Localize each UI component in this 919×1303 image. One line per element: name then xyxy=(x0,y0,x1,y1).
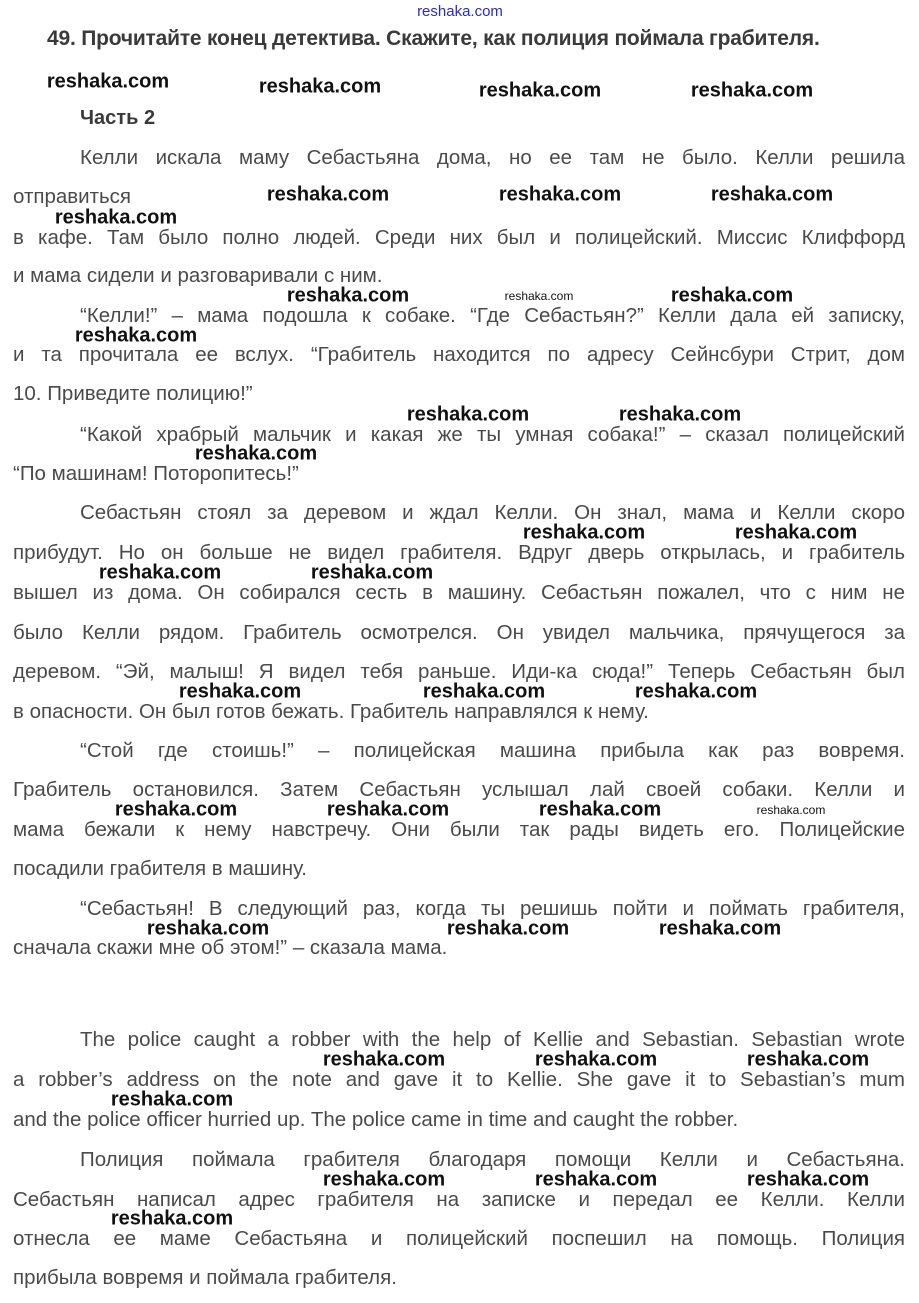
watermark: reshaka.com xyxy=(498,183,622,206)
story-line: посадили грабителя в машину. xyxy=(13,857,307,880)
watermark: reshaka.com xyxy=(522,521,646,544)
answer-ru-line: прибыла вовремя и поймала грабителя. xyxy=(13,1266,397,1289)
watermark: reshaka.com xyxy=(746,1168,870,1190)
watermark: reshaka.com xyxy=(266,183,390,206)
story-line: отправиться xyxy=(13,185,132,208)
story-line: “Стой где стоишь!” – полицейская машина прибыла как раз вовремя. xyxy=(80,739,905,762)
watermark: reshaka.com xyxy=(422,680,546,703)
story-line: и та прочитала ее вслух. “Грабитель находится по адресу Сейнсбури Стрит, дом xyxy=(13,343,905,366)
story-line: в опасности. Он был готов бежать. Грабитель направлялся к нему. xyxy=(13,700,649,723)
answer-ru-line: Себастьян написал адрес грабителя на записке и передал ее Келли. Келли xyxy=(13,1188,905,1211)
watermark: reshaka.com xyxy=(618,403,742,425)
watermark: reshaka.com xyxy=(670,284,794,307)
story-line: было Келли рядом. Грабитель осмотрелся. Он увидел мальчика, прячущегося за xyxy=(13,621,905,644)
watermark: reshaka.com xyxy=(74,324,198,346)
watermark: reshaka.com xyxy=(326,798,450,821)
watermark: reshaka.com xyxy=(46,70,170,93)
watermark: reshaka.com xyxy=(54,206,178,228)
watermark: reshaka.com xyxy=(690,79,814,102)
story-line: вышел из дома. Он собирался сесть в машину. Себастьян пожалел, что с ним не xyxy=(13,581,905,604)
answer-ru-line: Полиция поймала грабителя благодаря помощи Келли и Себастьяна. xyxy=(80,1148,905,1171)
watermark: reshaka.com xyxy=(756,803,826,817)
story-line: прибудут. Но он больше не видел грабителя. Вдруг дверь открылась, и грабитель xyxy=(13,541,905,564)
watermark: reshaka.com xyxy=(98,561,222,584)
watermark: reshaka.com xyxy=(286,284,410,307)
answer-en-line: and the police officer hurried up. The police came in time and caught the robber. xyxy=(13,1108,739,1131)
watermark: reshaka.com xyxy=(322,1048,446,1070)
story-line: и мама сидели и разговаривали с ним. xyxy=(13,264,383,287)
watermark: reshaka.com xyxy=(194,442,318,465)
watermark: reshaka.com xyxy=(406,403,530,425)
watermark: reshaka.com xyxy=(446,917,570,939)
answer-ru-line: отнесла ее маме Себастьяна и полицейский поспешил на помощь. Полиция xyxy=(13,1227,905,1250)
story-line: в кафе. Там было полно людей. Среди них был и полицейский. Миссис Клиффорд xyxy=(13,226,905,249)
story-line: сначала скажи мне об этом!” – сказала мама. xyxy=(13,936,448,959)
watermark: reshaka.com xyxy=(146,917,270,939)
watermark: reshaka.com xyxy=(417,3,503,20)
watermark: reshaka.com xyxy=(322,1168,446,1190)
story-line: деревом. “Эй, малыш! Я видел тебя раньше. Иди-ка сюда!” Теперь Себастьян был xyxy=(13,660,905,683)
watermark: reshaka.com xyxy=(710,183,834,206)
watermark: reshaka.com xyxy=(504,289,574,303)
watermark: reshaka.com xyxy=(178,680,302,703)
watermark: reshaka.com xyxy=(534,1048,658,1070)
watermark: reshaka.com xyxy=(110,1207,234,1230)
story-line: Себастьян стоял за деревом и ждал Келли. Он знал, мама и Келли скоро xyxy=(80,501,905,524)
watermark: reshaka.com xyxy=(310,561,434,584)
watermark: reshaka.com xyxy=(114,798,238,821)
story-line: “По машинам! Поторопитесь!” xyxy=(13,462,299,485)
story-line: Грабитель остановился. Затем Себастьян услышал лай своей собаки. Келли и xyxy=(13,778,905,801)
story-line: “Келли!” – мама подошла к собаке. “Где Себастьян?” Келли дала ей записку, xyxy=(80,304,905,327)
watermark: reshaka.com xyxy=(658,917,782,939)
story-line: “Какой храбрый мальчик и какая же ты умная собака!” – сказал полицейский xyxy=(80,423,905,446)
answer-en-line: The police caught a robber with the help of Kellie and Sebastian. Sebastian wrote xyxy=(80,1028,905,1051)
watermark: reshaka.com xyxy=(734,521,858,544)
story-line: Келли искала маму Себастьяна дома, но ее там не было. Келли решила xyxy=(80,146,905,169)
story-line: 10. Приведите полицию!” xyxy=(13,382,253,405)
watermark: reshaka.com xyxy=(634,680,758,703)
answer-en-line: a robber’s address on the note and gave it to Kellie. She gave it to Sebastian’s mum xyxy=(13,1068,905,1091)
watermark: reshaka.com xyxy=(258,75,382,98)
watermark: reshaka.com xyxy=(538,798,662,821)
watermark: reshaka.com xyxy=(746,1048,870,1070)
exercise-title: 49. Прочитайте конец детектива. Скажите, как полиция поймала грабителя. xyxy=(47,27,820,50)
story-line: мама бежали к нему навстречу. Они были так рады видеть его. Полицейские xyxy=(13,818,905,841)
story-line: “Себастьян! В следующий раз, когда ты решишь пойти и поймать грабителя, xyxy=(80,897,905,920)
part-heading: Часть 2 xyxy=(80,107,156,129)
watermark: reshaka.com xyxy=(534,1168,658,1190)
watermark: reshaka.com xyxy=(478,79,602,102)
watermark: reshaka.com xyxy=(110,1088,234,1110)
